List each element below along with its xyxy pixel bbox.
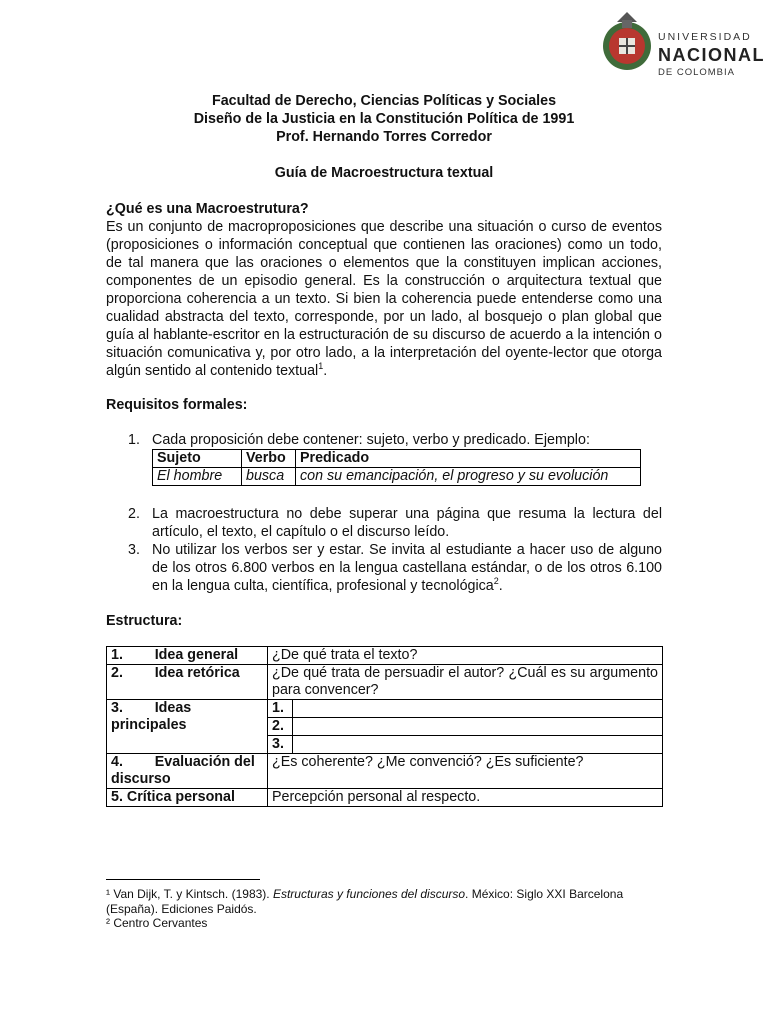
university-seal-icon: [600, 8, 654, 76]
requisito-item-1: [128, 431, 662, 449]
requisito-item-3: [128, 541, 662, 595]
requisito-number: 3.: [128, 542, 140, 558]
university-logo: [600, 8, 765, 78]
professor-heading: Prof. Hernando Torres Corredor: [276, 129, 492, 145]
cell-sujeto: El hombre: [153, 468, 242, 486]
row-label-idea-general: 1. Idea general: [107, 647, 268, 665]
section-title-requisitos: Requisitos formales:: [106, 397, 248, 413]
estructura-row: [107, 665, 663, 700]
estructura-row: [107, 754, 663, 789]
cell-verbo: busca: [242, 468, 296, 486]
estructura-row: [107, 700, 663, 718]
row-value-evaluacion: ¿Es coherente? ¿Me convenció? ¿Es suficiente?: [268, 754, 663, 789]
section-title-macroestructura: ¿Qué es una Macroestrutura?: [106, 201, 309, 217]
footnote-1-title: Estructuras y funciones del discurso: [272, 887, 466, 901]
idea-principal-number: 2.: [268, 718, 293, 736]
estructura-row: [107, 647, 663, 665]
logo-line-universidad: UNIVERSIDAD: [658, 31, 752, 43]
cell-predicado: con su emancipación, el progreso y su evolución: [296, 468, 641, 486]
estructura-table: [106, 646, 663, 807]
requisito-text: Cada proposición debe contener: sujeto, verbo y predicado. Ejemplo:: [152, 432, 590, 448]
example-table-header: [153, 450, 641, 468]
requisito-text-body: No utilizar los verbos ser y estar. Se invita al estudiante a hacer uso de alguno de los otros 6.800 verbos en la lengua castellana estándar, o de los otros 6.100 en la lengua culta, científica, profesional y tecnológica: [152, 542, 662, 594]
footnote-2: ² Centro Cervantes: [106, 916, 208, 930]
definition-text: Es un conjunto de macroproposiciones que describe una situación o curso de eventos (proposiciones o información conceptual que contienen las oraciones) como un todo, de tal manera que las oraciones o elementos que la constituyen implican acciones, componentes de un episodio general. Es la construcción o arquitectura textual que proporciona coherencia a un texto. Si bien la coherencia puede entenderse como una cualidad abstracta del texto, corresponde, por un lado, al bosquejo o plan global que guía al hablante-escritor en la estructuración de su discurso de acuerdo a la intención o situación comunicativa y, por otro lado, a la interpretación del oyente-lector que otorga algún sentido al contenido textual: [106, 219, 662, 379]
header-predicado: Predicado: [296, 450, 641, 468]
requisito-text: La macroestructura no debe superar una página que resuma la lectura del artículo, el texto, el capítulo o el discurso leído.: [152, 506, 662, 540]
header-sujeto: Sujeto: [153, 450, 242, 468]
row-value-idea-general: ¿De qué trata el texto?: [268, 647, 663, 665]
section-title-estructura: Estructura:: [106, 613, 183, 629]
logo-line-nacional: NACIONAL: [658, 44, 765, 65]
estructura-row: [107, 789, 663, 807]
faculty-heading: Facultad de Derecho, Ciencias Políticas y Sociales: [211, 93, 557, 109]
requisito-item-2: [128, 505, 662, 541]
footnote-divider: [106, 879, 260, 880]
definition-end: .: [323, 363, 328, 379]
macroestructura-definition: [106, 218, 662, 380]
footnote-1: [106, 887, 662, 916]
guide-title: Guía de Macroestructura textual: [274, 165, 494, 181]
footnote-1-publisher: . México: Siglo XXI Barcelona (España). Ediciones Paidós.: [106, 887, 624, 916]
row-label-idea-retorica: 2. Idea retórica: [107, 665, 268, 700]
row-label-critica: 5. Crítica personal: [107, 789, 268, 807]
footnote-ref-2[interactable]: 2: [493, 576, 499, 587]
idea-principal-field[interactable]: [293, 700, 663, 718]
idea-principal-field[interactable]: [293, 718, 663, 736]
example-table: [152, 449, 641, 486]
idea-principal-number: 1.: [268, 700, 293, 718]
requisito-text-end: .: [498, 578, 503, 594]
header-verbo: Verbo: [242, 450, 296, 468]
requisito-number: 1.: [128, 432, 140, 448]
example-table-row: [153, 468, 641, 486]
logo-line-colombia: DE COLOMBIA: [658, 66, 735, 78]
requisito-text: [152, 541, 662, 595]
idea-principal-field[interactable]: [293, 736, 663, 754]
course-heading: Diseño de la Justicia en la Constitución Política de 1991: [193, 111, 575, 127]
row-label-ideas-principales: 3. Ideas principales: [107, 700, 268, 754]
idea-principal-number: 3.: [268, 736, 293, 754]
row-value-critica: Percepción personal al respecto.: [268, 789, 663, 807]
row-label-evaluacion: 4. Evaluación del discurso: [107, 754, 268, 789]
footnote-1-text: ¹ Van Dijk, T. y Kintsch. (1983).: [106, 887, 273, 901]
footnote-ref-1[interactable]: 1: [318, 361, 324, 372]
row-value-idea-retorica: ¿De qué trata de persuadir el autor? ¿Cuál es su argumento para convencer?: [268, 665, 663, 700]
requisito-number: 2.: [128, 506, 140, 522]
